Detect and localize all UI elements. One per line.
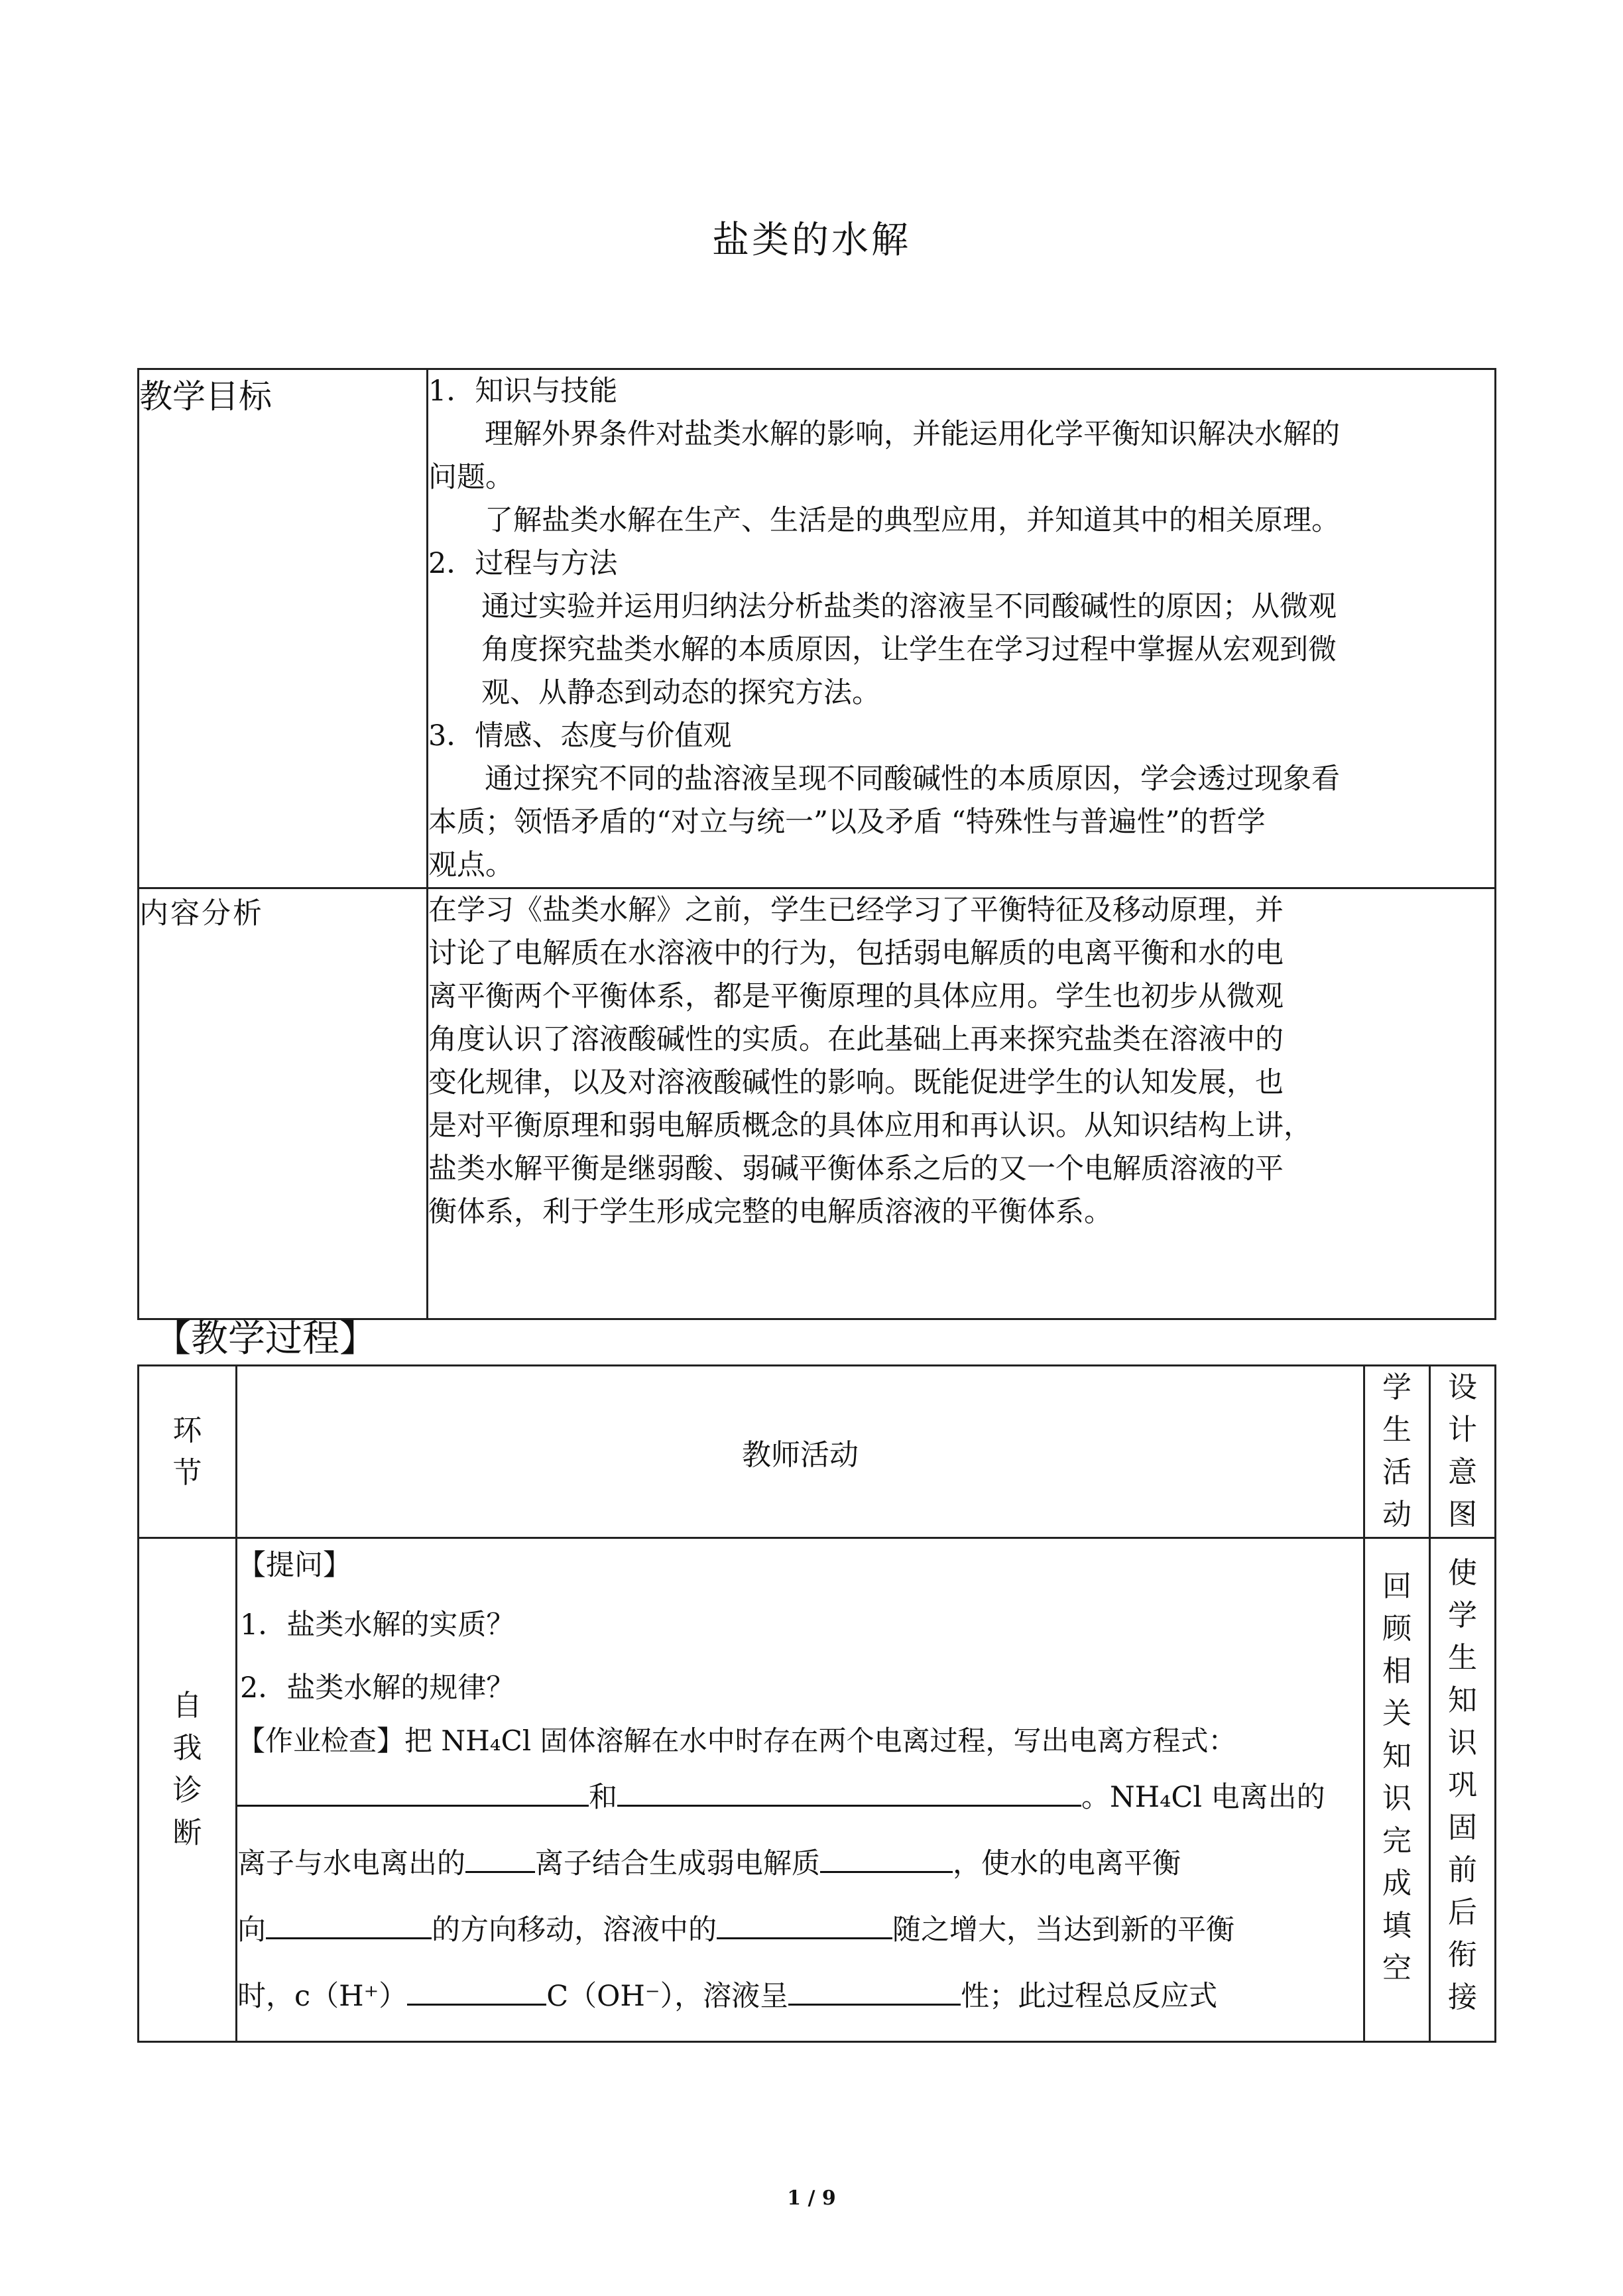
- page-title: 盐类的水解: [712, 219, 911, 262]
- blank-input[interactable]: [266, 1912, 432, 1939]
- question-2: 2．盐类水解的规律？: [240, 1671, 515, 1705]
- blank-input[interactable]: [788, 1978, 961, 2006]
- analysis-line: 讨论了电解质在水溶液中的行为，包括弱电解质的电离平衡和水的电: [428, 937, 1284, 970]
- blank-input[interactable]: [465, 1846, 535, 1873]
- teacher-activity: [237, 1538, 1364, 2042]
- analysis-line: 衡体系，利于学生形成完整的电解质溶液的平衡体系。: [428, 1195, 1112, 1229]
- design-intent: 使 学 生 知 识 巩 固 前 后 衔 接: [1430, 1538, 1496, 2042]
- analysis-line: 盐类水解平衡是继弱酸、弱碱平衡体系之后的又一个电解质溶液的平: [428, 1152, 1284, 1185]
- header-design: 设 计 意 图: [1430, 1366, 1496, 1538]
- analysis-line: 角度认识了溶液酸碱性的实质。在此基础上再来探究盐类在溶液中的: [428, 1023, 1284, 1056]
- question-heading: 【提问】: [237, 1549, 351, 1582]
- header-stage: 环 节: [139, 1366, 237, 1538]
- blank-input[interactable]: [407, 1978, 546, 2006]
- homework-line-5: 时，c（H⁺） C（OH⁻），溶液呈 性；此过程总反应式: [237, 1980, 1218, 2013]
- objective-text: 观点。: [428, 849, 514, 882]
- homework-line-2: 和 。NH₄Cl 电离出的: [237, 1764, 1363, 1831]
- analysis-line: 离平衡两个平衡体系，都是平衡原理的具体应用。学生也初步从微观: [428, 980, 1284, 1013]
- student-activity: 回 顾 相 关 知 识 完 成 填 空: [1364, 1538, 1430, 2042]
- blank-input[interactable]: [237, 1780, 589, 1807]
- page-number: 1 / 9: [787, 2187, 836, 2210]
- homework-line-3: 离子与水电离出的 离子结合生成弱电解质 ，使水的电离平衡: [237, 1847, 1181, 1880]
- analysis-line: 在学习《盐类水解》之前，学生已经学习了平衡特征及移动原理，并: [428, 894, 1284, 927]
- objective-text: 问题。: [428, 461, 514, 494]
- objective-heading-1: 1．知识与技能: [428, 375, 618, 408]
- objective-text: 角度探究盐类水解的本质原因，让学生在学习过程中掌握从宏观到微: [481, 633, 1337, 666]
- blank-input[interactable]: [820, 1846, 953, 1873]
- question-1: 1．盐类水解的实质？: [240, 1608, 515, 1642]
- blank-input[interactable]: [617, 1780, 1081, 1807]
- stage-self-diagnosis: 自 我 诊 断: [139, 1538, 237, 2042]
- header-teacher: 教师活动: [237, 1366, 1364, 1538]
- objective-heading-2: 2．过程与方法: [428, 547, 618, 580]
- blank-input[interactable]: [717, 1912, 892, 1939]
- objective-text: 通过探究不同的盐溶液呈现不同酸碱性的本质原因，学会透过现象看: [485, 762, 1340, 796]
- analysis-line: 变化规律，以及对溶液酸碱性的影响。既能促进学生的认知发展，也: [428, 1066, 1284, 1099]
- header-student: 学 生 活 动: [1364, 1366, 1430, 1538]
- homework-line-1: 【作业检查】把 NH₄Cl 固体溶解在水中时存在两个电离过程，写出电离方程式：: [237, 1724, 1236, 1757]
- objective-text: 本质；领悟矛盾的“对立与统一”以及矛盾 “特殊性与普遍性”的哲学: [428, 806, 1266, 839]
- process-table: [137, 1364, 1496, 2043]
- analysis-label: 内容分析: [139, 888, 428, 1319]
- objectives-table: [137, 368, 1496, 1320]
- objective-heading-3: 3．情感、态度与价值观: [428, 719, 732, 753]
- objective-text: 观、从静态到动态的探究方法。: [481, 676, 880, 709]
- objective-text: 了解盐类水解在生产、生活是的典型应用，并知道其中的相关原理。: [485, 504, 1340, 537]
- analysis-content: [428, 888, 1496, 1319]
- objectives-content: [428, 369, 1496, 888]
- homework-line-4: 向 的方向移动，溶液中的 随之增大，当达到新的平衡: [237, 1913, 1234, 1947]
- objectives-label: 教学目标: [139, 369, 428, 888]
- objective-text: 通过实验并运用归纳法分析盐类的溶液呈不同酸碱性的原因；从微观: [481, 590, 1337, 623]
- objective-text: 理解外界条件对盐类水解的影响，并能运用化学平衡知识解决水解的: [485, 418, 1340, 451]
- analysis-line: 是对平衡原理和弱电解质概念的具体应用和再认识。从知识结构上讲，: [428, 1109, 1312, 1142]
- process-heading: 【教学过程】: [154, 1317, 377, 1360]
